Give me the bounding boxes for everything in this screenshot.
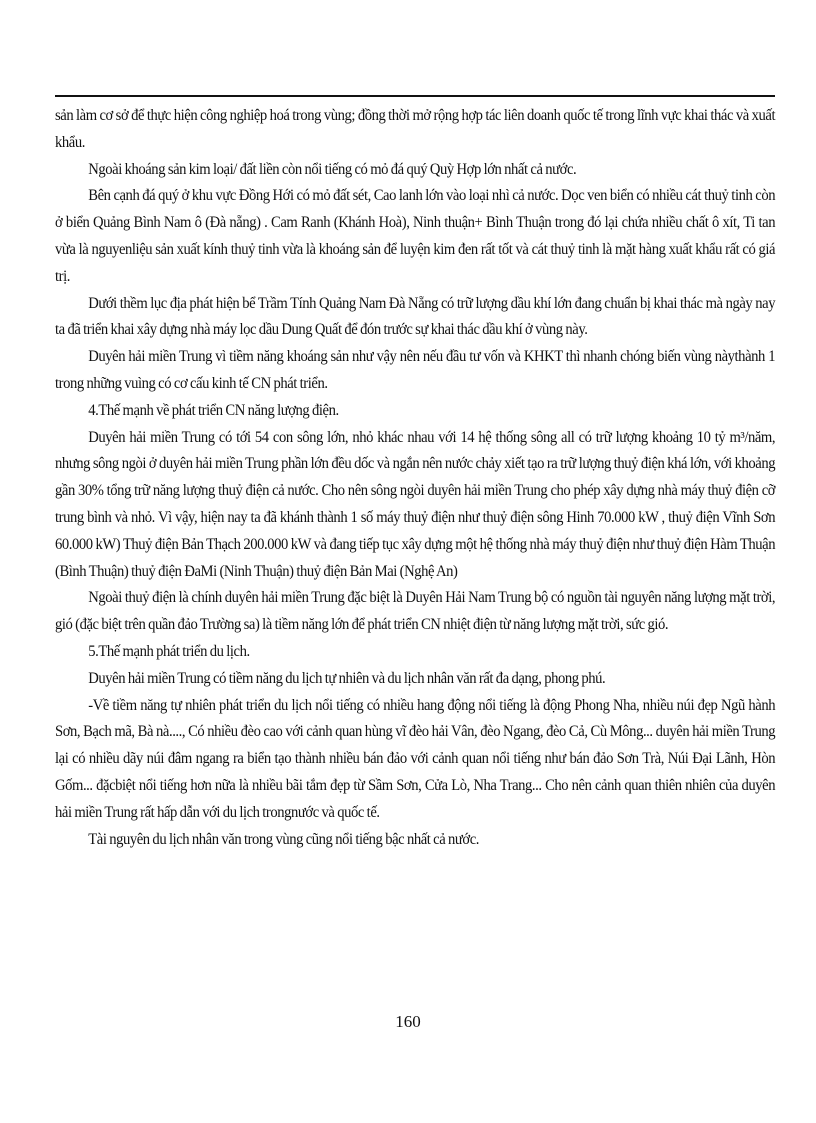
body-text [55, 103, 775, 853]
paragraph: Ngoài khoáng sản kim loại/ đất liền còn nổi tiếng có mỏ đá quý Quỳ Hợp lớn nhất cả nước. [88, 160, 577, 178]
paragraph: Ngoài thuỷ điện là chính duyên hải miền Trung đặc biệt là Duyên Hải Nam Trung bộ có nguồn tài nguyên năng lượng mặt trời, gió (đặc biệt trên quần đảo Trường sa) là tiềm năng lớn để phát triển CN nhiệt điện từ năng lượng mặt trời, sức gió. [55, 589, 776, 634]
page-number: 160 [395, 1012, 421, 1031]
document-page [55, 95, 775, 853]
top-rule [55, 95, 775, 97]
paragraph: Bên cạnh đá quý ở khu vực Đồng Hới có mỏ đất sét, Cao lanh lớn vào loại nhì cả nước. Dọc ven biển có nhiều cát thuỷ tinh còn ở biển Quảng Bình Nam ô (Đà nẵng) . Cam Ranh (Khánh Hoà), Ninh thuận+ Bình Thuận trong đó lại chứa nhiều chất ô xít, Ti tan vừa là nguyenliệu sản xuất kính thuỷ tinh vừa là khoáng sản để luyện kim đen rất tốt và cát thuỷ tinh là mặt hàng xuất khẩu rất có giá trị. [55, 187, 776, 285]
paragraph: Tài nguyên du lịch nhân văn trong vùng cũng nổi tiếng bậc nhất cả nước. [88, 830, 480, 848]
paragraph: sản làm cơ sở để thực hiện công nghiệp hoá trong vùng; đồng thời mở rộng hợp tác liên doanh quốc tế trong lĩnh vực khai thác và xuất khẩu. [55, 107, 776, 151]
paragraph: Duyên hải miền Trung có tiềm năng du lịch tự nhiên và du lịch nhân văn rất đa dạng, phong phú. [88, 669, 606, 687]
paragraph: Duyên hải miền Trung vì tiềm năng khoáng sản như vậy nên nếu đầu tư vốn và KHKT thì nhanh chóng biến vùng nàythành 1 trong những vuìng có cơ cấu kinh tế CN phát triển. [55, 348, 776, 392]
paragraph: -Về tiềm năng tự nhiên phát triển du lịch nổi tiếng có nhiều hang động nổi tiếng là động Phong Nha, nhiều núi đẹp Ngũ hành Sơn, Bạch mã, Bà nà...., Có nhiều đèo cao với cảnh quan hùng vĩ đèo hải Vân, đèo Ngang, đèo Cả, Cù Mông... duyên hải miền Trung lại có nhiều dãy núi đâm ngang ra biển tạo thành nhiều bán đảo với cảnh quan nổi tiếng như bán đảo Sơn Trà, Núi Đại Lãnh, Hòn Gốm... đặcbiệt nổi tiếng hơn nữa là nhiều bãi tắm đẹp từ Sầm Sơn, Cửa Lò, Nha Trang... Cho nên cảnh quan thiên nhiên của duyên hải miền Trung rất hấp dẫn với du lịch trongnước và quốc tế. [55, 696, 776, 821]
paragraph: Duyên hải miền Trung có tới 54 con sông lớn, nhỏ khác nhau với 14 hệ thống sông all có trữ lượng khoảng 10 tỷ m³/năm, nhưng sông ngòi ở duyên hải miền Trung phần lớn đều dốc và ngắn nên nước chảy xiết tạo ra trữ lượng thuỷ điện khá lớn, với khoảng gần 30% tổng trữ năng lượng thuỷ điện cả nước. Cho nên sông ngòi duyên hải miền Trung cho phép xây dựng nhà máy thuỷ điện cỡ trung bình và nhỏ. Vì vậy, hiện nay ta đã khánh thành 1 số máy thuỷ điện như thuỷ điện sông Hinh 70.000 kW , thuỷ điện Vĩnh Sơn 60.000 kW) Thuỷ điện Bản Thạch 200.000 kW và đang tiếp tục xây dựng một hệ thống nhà máy thuỷ điện như thuỷ điện Hàm Thuận (Bình Thuận) thuỷ điện ĐaMi (Ninh Thuận) thuỷ điện Bản Mai (Nghệ An) [55, 428, 776, 580]
section-heading: 5.Thế mạnh phát triển du lịch. [88, 642, 250, 660]
paragraph: Dưới thềm lục địa phát hiện bể Trầm Tính Quảng Nam Đà Nẵng có trữ lượng dầu khí lớn đang chuẩn bị khai thác mà ngày nay ta đã triển khai xây dựng nhà máy lọc dầu Dung Quất để đón trước sự khai thác dầu khí ở vùng này. [55, 294, 776, 339]
section-heading: 4.Thế mạnh về phát triển CN năng lượng điện. [88, 401, 339, 419]
